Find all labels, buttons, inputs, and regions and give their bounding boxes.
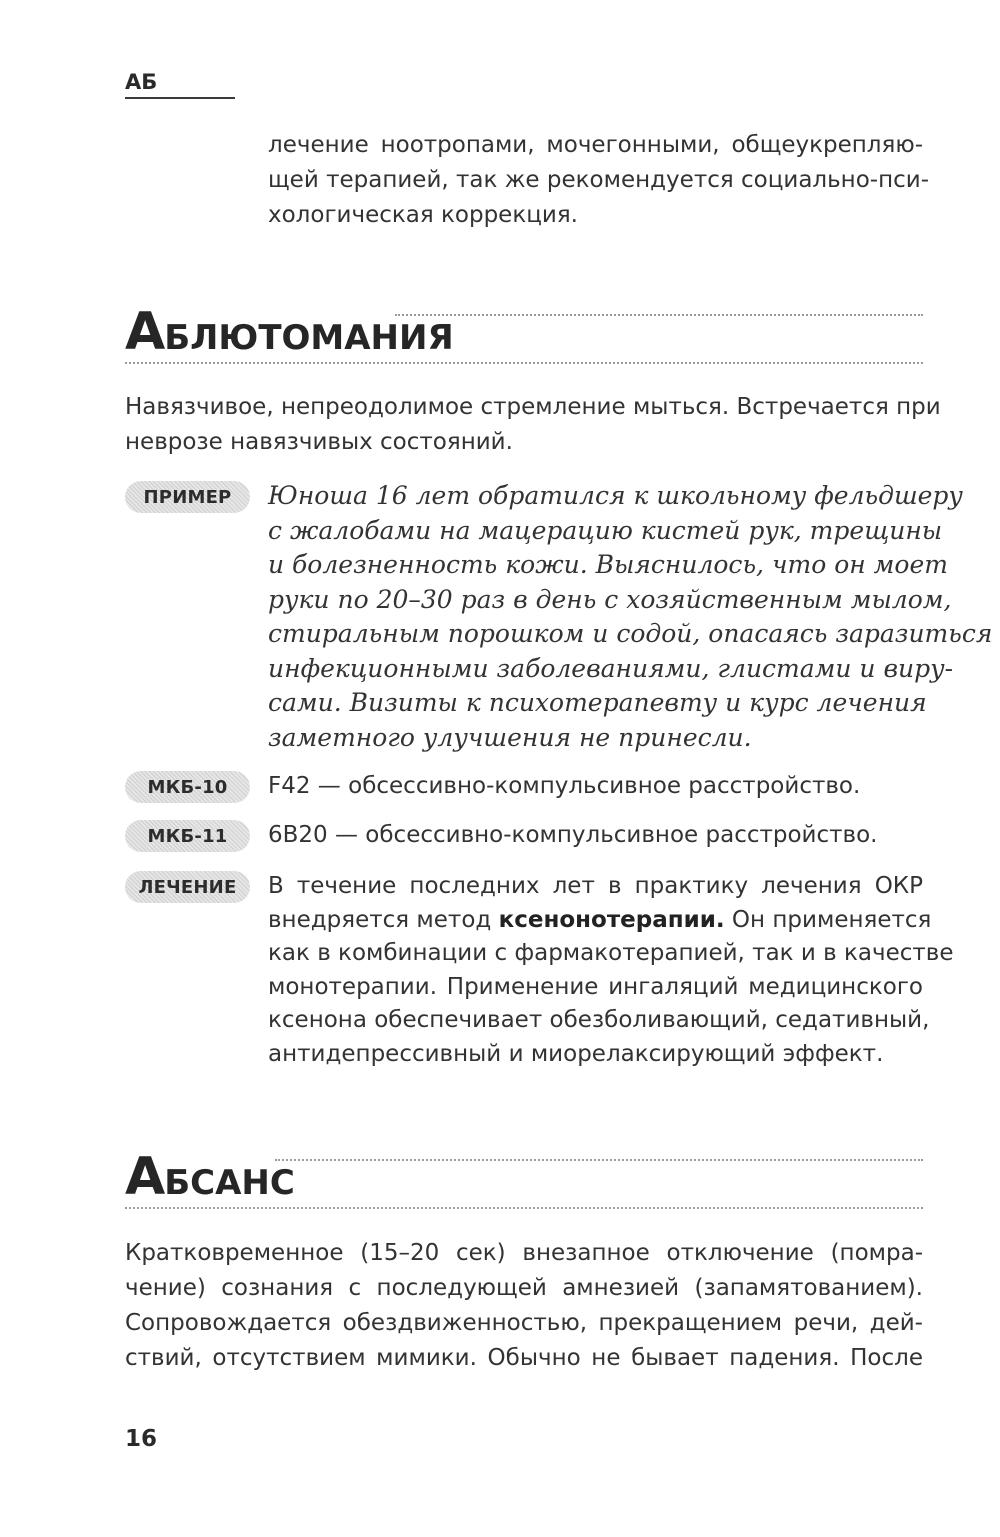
definition-paragraph xyxy=(125,1236,923,1376)
definition-line: Кратковременное (15–20 сек) внезапное отключение (помра- xyxy=(125,1240,923,1266)
icd11-line: 6B20 — обсессивно-компульсивное расстройство. xyxy=(268,822,878,848)
entry-title-rest: БСАНС xyxy=(164,1163,295,1203)
treatment-line: как в комбинации с фармакотерапией, так и в качестве xyxy=(268,940,954,966)
treatment-line: ксенона обеспечивает обезболивающий, седативный, xyxy=(268,1007,930,1033)
entry-title-initial: А xyxy=(125,1147,165,1207)
icd11-badge: МКБ-11 xyxy=(125,820,250,852)
treatment-method-bold: ксенонотерапии. xyxy=(498,906,725,933)
definition-line: неврозе навязчивых состояний. xyxy=(125,429,513,455)
heading-rule-top xyxy=(275,1159,923,1161)
example-badge: ПРИМЕР xyxy=(125,481,250,513)
heading-rule-bottom xyxy=(125,1207,923,1209)
icd10-line: F42 — обсессивно-компульсивное расстройство. xyxy=(268,773,861,799)
entry-heading-absans xyxy=(125,1145,923,1215)
intro-line: хологическая коррекция. xyxy=(268,202,578,228)
entry-title xyxy=(125,302,454,362)
icd11-text xyxy=(268,819,923,853)
example-line: с жалобами на мацерацию кистей рук, трещины xyxy=(268,515,943,545)
example-line: стиральным порошком и содой, опасаясь заразиться xyxy=(268,619,993,648)
icd10-badge: МКБ-10 xyxy=(125,771,250,803)
treatment-line xyxy=(268,904,932,938)
example-text xyxy=(268,479,993,755)
treatment-badge: ЛЕЧЕНИЕ xyxy=(125,871,250,903)
treatment-line: В течение последних лет в практику лечения ОКР xyxy=(268,873,923,899)
entry-title-initial: А xyxy=(125,302,165,362)
heading-rule-top xyxy=(395,314,923,316)
example-line: сами. Визиты к психотерапевту и курс лечения xyxy=(268,688,927,717)
running-head: АБ xyxy=(125,70,158,94)
entry-heading-ablutomania xyxy=(125,300,923,370)
example-line: и болезненность кожи. Выяснилось, что он моет xyxy=(268,550,948,579)
treatment-text xyxy=(268,870,954,1071)
running-head-rule xyxy=(125,97,235,99)
treatment-line: монотерапии. Применение ингаляций медицинского xyxy=(268,973,923,1000)
intro-line: лечение ноотропами, мочегонными, общеукрепляю- xyxy=(268,132,923,158)
intro-line: щей терапией, так же рекомендуется социально-пси- xyxy=(268,167,930,193)
definition-paragraph xyxy=(125,390,941,460)
example-line: инфекционными заболеваниями, глистами и виру- xyxy=(268,653,954,683)
example-line: заметного улучшения не принесли. xyxy=(268,722,752,752)
page-number: 16 xyxy=(125,1426,158,1452)
treatment-text-plain: Он применяется xyxy=(724,906,932,933)
definition-line: Навязчивое, непреодолимое стремление мыться. Встречается при xyxy=(125,394,941,420)
definition-line: ствий, отсутствием мимики. Обычно не бывает падения. После xyxy=(125,1345,923,1371)
heading-rule-bottom xyxy=(125,362,923,364)
example-line: Юноша 16 лет обратился к школьному фельдшеру xyxy=(268,481,963,510)
intro-paragraph xyxy=(268,128,930,233)
example-line: руки по 20–30 раз в день с хозяйственным мылом, xyxy=(268,584,952,614)
treatment-line: антидепрессивный и миорелаксирующий эффект. xyxy=(268,1040,884,1067)
entry-title-rest: БЛЮТОМАНИЯ xyxy=(164,318,454,358)
definition-line: Сопровождается обездвиженностью, прекращением речи, дей- xyxy=(125,1310,923,1336)
definition-line: чение) сознания с последующей амнезией (запамятованием). xyxy=(125,1275,923,1301)
treatment-text-plain: внедряется метод xyxy=(268,906,499,933)
entry-title xyxy=(125,1147,295,1207)
icd10-text xyxy=(268,770,923,804)
